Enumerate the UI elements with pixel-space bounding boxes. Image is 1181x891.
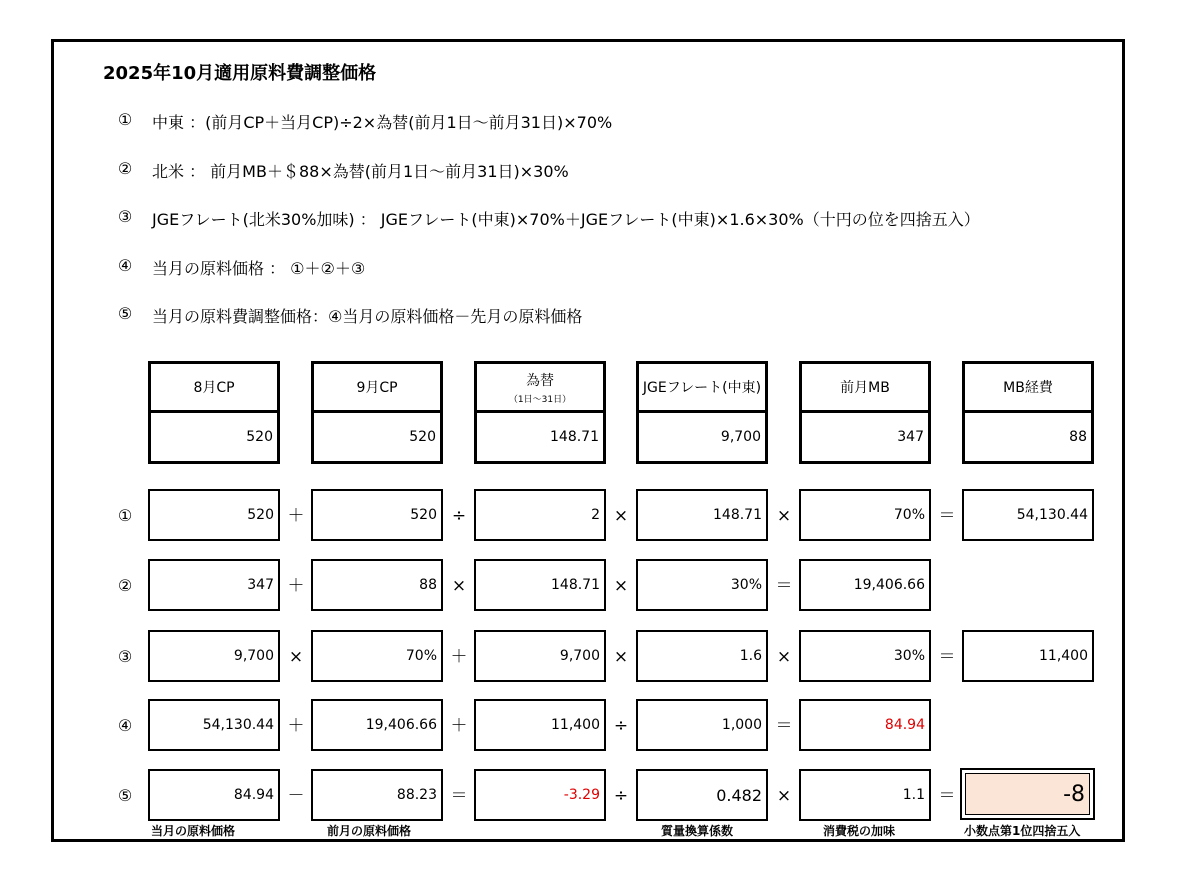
- calc-cell: 1.6: [636, 630, 768, 682]
- operator: ×: [613, 647, 629, 667]
- header-sublabel: （1日〜31日）: [508, 394, 572, 405]
- row-number: ④: [117, 716, 133, 735]
- operator: ＋: [287, 506, 305, 526]
- formula-number: ①: [117, 110, 133, 129]
- footnote-rounding: 小数点第1位四捨五入: [964, 824, 1081, 838]
- row-number: ③: [117, 647, 133, 666]
- footnote-current-price: 当月の原料価格: [151, 824, 236, 838]
- header-value: 520: [409, 429, 436, 445]
- calc-cell: 54,130.44: [148, 699, 280, 751]
- row-number: ⑤: [117, 786, 133, 805]
- operator: ＝: [775, 576, 793, 596]
- formula-text: JGEフレート(北米30%加味) ： JGEフレート(中東)×70%＋JGEフレート(中東)×1.6×30%（十円の位を四捨五入）: [152, 210, 980, 229]
- final-result-value: -8: [965, 773, 1090, 815]
- calc-cell: 148.71: [474, 559, 606, 611]
- header-value: 148.71: [550, 429, 599, 445]
- operator: ＝: [938, 647, 956, 667]
- calc-cell: 520: [311, 489, 443, 541]
- calc-cell: 30%: [636, 559, 768, 611]
- calc-cell: 520: [148, 489, 280, 541]
- header-value: 347: [897, 429, 924, 445]
- operator: ＝: [450, 786, 468, 806]
- operator: ＋: [450, 647, 468, 667]
- header-label: 9月CP: [356, 380, 398, 396]
- header-label: 為替: [526, 372, 554, 389]
- calc-cell: 70%: [799, 489, 931, 541]
- calc-cell: 1,000: [636, 699, 768, 751]
- operator: ×: [288, 647, 304, 667]
- header-label: 前月MB: [840, 380, 890, 396]
- operator: ＋: [287, 576, 305, 596]
- calc-cell: 9,700: [474, 630, 606, 682]
- row-number: ①: [117, 506, 133, 525]
- header-cell-prev-mb: [799, 361, 931, 464]
- operator: ×: [613, 506, 629, 526]
- operator: ×: [613, 576, 629, 596]
- calc-cell: 88.23: [311, 769, 443, 821]
- formula-number: ④: [117, 256, 133, 275]
- calc-cell: 84.94: [148, 769, 280, 821]
- operator: ×: [776, 506, 792, 526]
- calc-cell: 88: [311, 559, 443, 611]
- footnote-previous-price: 前月の原料価格: [327, 824, 412, 838]
- formula-number: ⑤: [117, 304, 133, 323]
- operator: ＝: [775, 716, 793, 736]
- operator: ＝: [938, 786, 956, 806]
- operator: ＝: [938, 506, 956, 526]
- calc-cell: 2: [474, 489, 606, 541]
- formula-text: 中東 ：(前月CP＋当月CP)÷2×為替(前月1日〜前月31日)×70%: [152, 113, 613, 132]
- header-label: JGEフレート(中東): [642, 380, 762, 396]
- calc-cell: 9,700: [148, 630, 280, 682]
- header-cell-exchange: [474, 361, 606, 464]
- page-title: 2025年10月適用原料費調整価格: [103, 63, 377, 84]
- header-label: 8月CP: [193, 380, 235, 396]
- operator: ÷: [451, 506, 467, 526]
- calc-cell: 1.1: [799, 769, 931, 821]
- calc-cell: 11,400: [474, 699, 606, 751]
- result-cell: 54,130.44: [962, 489, 1094, 541]
- result-cell: 84.94: [799, 699, 931, 751]
- header-value: 88: [1069, 429, 1087, 445]
- header-value: 520: [246, 429, 273, 445]
- row-number: ②: [117, 576, 133, 595]
- header-cell-sep-cp: [311, 361, 443, 464]
- calc-cell: -3.29: [474, 769, 606, 821]
- operator: ÷: [613, 786, 629, 806]
- result-cell: 19,406.66: [799, 559, 931, 611]
- calc-cell: 30%: [799, 630, 931, 682]
- operator: ×: [776, 786, 792, 806]
- formula-text: 当月の原料費調整価格：④当月の原料価格－先月の原料価格: [152, 307, 583, 326]
- calc-cell: 347: [148, 559, 280, 611]
- operator: ÷: [613, 716, 629, 736]
- operator: ＋: [287, 716, 305, 736]
- header-label: MB経費: [1003, 380, 1053, 396]
- operator: －: [287, 786, 305, 806]
- formula-number: ③: [117, 207, 133, 226]
- final-result-cell: [960, 768, 1095, 820]
- formula-text: 北米 ： 前月MB＋＄88×為替(前月1日〜前月31日)×30%: [152, 162, 569, 181]
- result-cell: 11,400: [962, 630, 1094, 682]
- calc-cell: 70%: [311, 630, 443, 682]
- header-cell-mb-cost: [962, 361, 1094, 464]
- calc-cell: 19,406.66: [311, 699, 443, 751]
- operator: ＋: [450, 716, 468, 736]
- formula-number: ②: [117, 159, 133, 178]
- operator: ×: [451, 576, 467, 596]
- header-value: 9,700: [720, 429, 761, 445]
- operator: ×: [776, 647, 792, 667]
- footnote-consumption-tax: 消費税の加味: [823, 824, 896, 838]
- header-cell-aug-cp: [148, 361, 280, 464]
- calc-cell: 148.71: [636, 489, 768, 541]
- calc-cell: 0.482: [636, 769, 768, 821]
- footnote-mass-coefficient: 質量換算係数: [661, 824, 734, 838]
- header-cell-jge-freight: [636, 361, 768, 464]
- formula-text: 当月の原料価格 ： ①＋②＋③: [152, 259, 366, 278]
